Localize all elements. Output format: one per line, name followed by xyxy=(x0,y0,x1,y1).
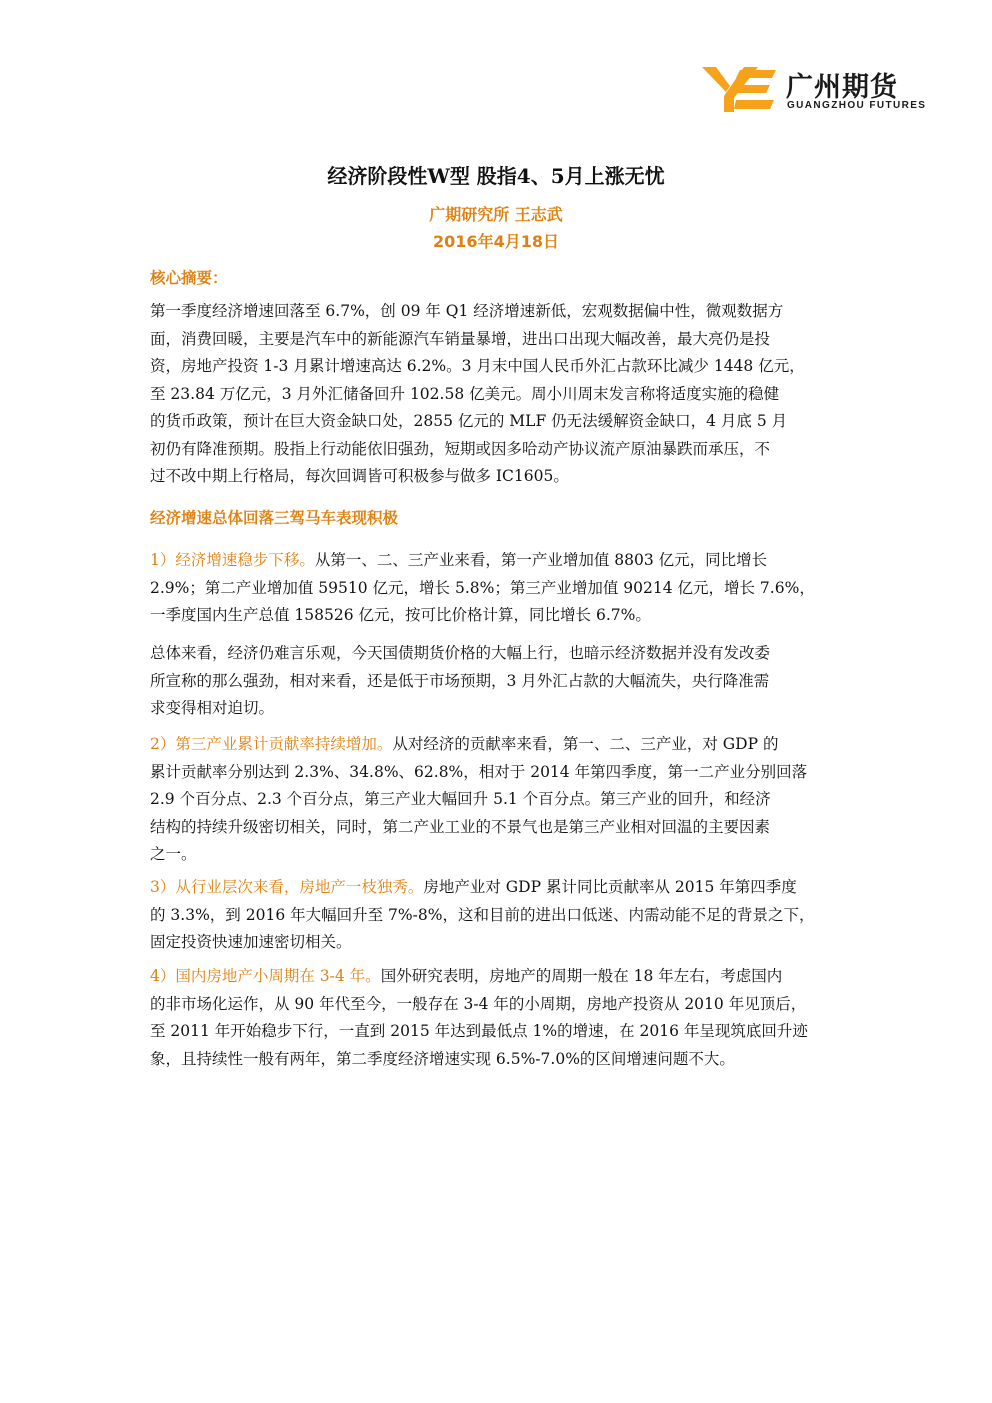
paragraph-text: 国外研究表明，房地产的周期一般在 18 年左右，考虑国内 xyxy=(380,967,783,985)
summary-line: 过不改中期上行格局，每次回调皆可积极参与做多 IC1605。 xyxy=(150,467,569,485)
paragraph-line: 结构的持续升级密切相关，同时，第二产业工业的不景气也是第三产业相对回温的主要因素 xyxy=(150,817,771,836)
summary-line: 的货币政策，预计在巨大资金缺口处，2855 亿元的 MLF 仍无法缓解资金缺口，4 月底 5 月 xyxy=(150,412,788,430)
paragraph-line: 的非市场化运作，从 90 年代至今，一般存在 3-4 年的小周期，房地产投资从 2010 年见顶后， xyxy=(150,994,807,1013)
paragraph-text: 房地产业对 GDP 累计同比贡献率从 2015 年第四季度 xyxy=(423,878,797,896)
point-4-paragraph xyxy=(150,963,844,1073)
summary-line: 至 23.84 万亿元，3 月外汇储备回升 102.58 亿美元。周小川周末发言称将适度实施的稳健 xyxy=(150,384,780,403)
summary-line: 面，消费回暖，主要是汽车中的新能源汽车销量暴增，进出口出现大幅改善，最大亮仍是投 xyxy=(150,329,771,348)
paragraph-line: 至 2011 年开始稳步下行，一直到 2015 年达到最低点 1%的增速，在 2016 年呈现筑底回升迹 xyxy=(150,1022,808,1040)
paragraph-text: 从第一、二、三产业来看，第一产业增加值 8803 亿元，同比增长 xyxy=(314,551,768,569)
summary-paragraph xyxy=(150,298,844,491)
point-highlight: 3）从行业层次来看，房地产一枝独秀。 xyxy=(150,878,424,896)
paragraph-line xyxy=(150,963,844,991)
point-highlight: 2）第三产业累计贡献率持续增加。 xyxy=(150,735,393,753)
company-logo xyxy=(700,64,940,120)
point-commentary-paragraph xyxy=(150,640,844,723)
guangzhou-futures-logo-icon xyxy=(700,64,778,114)
point-highlight: 1）经济增速稳步下移。 xyxy=(150,551,315,569)
report-title: 经济阶段性W型 股指4、5月上涨无忧 xyxy=(327,164,665,188)
paragraph-line: 所宣称的那么强劲，相对来看，还是低于市场预期，3 月外汇占款的大幅流失，央行降准需 xyxy=(150,671,770,690)
paragraph-line: 的 3.3%，到 2016 年大幅回升至 7%-8%，这和目前的进出口低迷、内需动能不足的背景之下， xyxy=(150,905,815,924)
paragraph-line: 求变得相对迫切。 xyxy=(150,699,275,717)
report-date: 2016年4月18日 xyxy=(433,232,559,251)
paragraph-line: 累计贡献率分别达到 2.3%、34.8%、62.8%，相对于 2014 年第四季度，第一二产业分别回落 xyxy=(150,762,808,781)
paragraph-line: 一季度国内生产总值 158526 亿元，按可比价格计算，同比增长 6.7%。 xyxy=(150,606,651,624)
point-highlight: 4）国内房地产小周期在 3-4 年。 xyxy=(150,967,381,985)
paragraph-line xyxy=(150,874,844,902)
paragraph-line: 之一。 xyxy=(150,845,197,863)
summary-line: 资，房地产投资 1-3 月累计增速高达 6.2%。3 月末中国人民币外汇占款环比减少 1448 亿元， xyxy=(150,357,805,375)
point-1-paragraph xyxy=(150,547,844,630)
logo-name-en: GUANGZHOU FUTURES xyxy=(787,100,927,111)
paragraph-line: 2.9%；第二产业增加值 59510 亿元，增长 5.8%；第三产业增加值 90214 亿元，增长 7.6%， xyxy=(150,578,815,597)
point-3-paragraph xyxy=(150,874,844,957)
section-heading: 经济增速总体回落三驾马车表现积极 xyxy=(150,509,399,527)
summary-line: 第一季度经济增速回落至 6.7%，创 09 年 Q1 经济增速新低，宏观数据偏中性，微观数据方 xyxy=(150,302,784,320)
point-2-paragraph xyxy=(150,731,844,869)
paragraph-line: 象，且持续性一般有两年，第二季度经济增速实现 6.5%-7.0%的区间增速问题不大。 xyxy=(150,1049,735,1068)
paragraph-line: 2.9 个百分点、2.3 个百分点，第三产业大幅回升 5.1 个百分点。第三产业的回升，和经济 xyxy=(150,790,771,808)
paragraph-line: 固定投资快速加速密切相关。 xyxy=(150,933,352,951)
paragraph-line xyxy=(150,731,844,759)
paragraph-text: 从对经济的贡献率来看，第一、二、三产业，对 GDP 的 xyxy=(392,735,779,753)
paragraph-line: 总体来看，经济仍难言乐观，今天国债期货价格的大幅上行，也暗示经济数据并没有发改委 xyxy=(150,644,771,662)
paragraph-line xyxy=(150,547,844,575)
summary-heading: 核心摘要： xyxy=(150,269,228,287)
logo-name-cn: 广州期货 xyxy=(786,72,898,103)
report-author: 广期研究所 王志武 xyxy=(429,205,563,224)
summary-line: 初仍有降准预期。股指上行动能依旧强劲，短期或因多哈动产协议流产原油暴跌而承压，不 xyxy=(150,439,771,458)
